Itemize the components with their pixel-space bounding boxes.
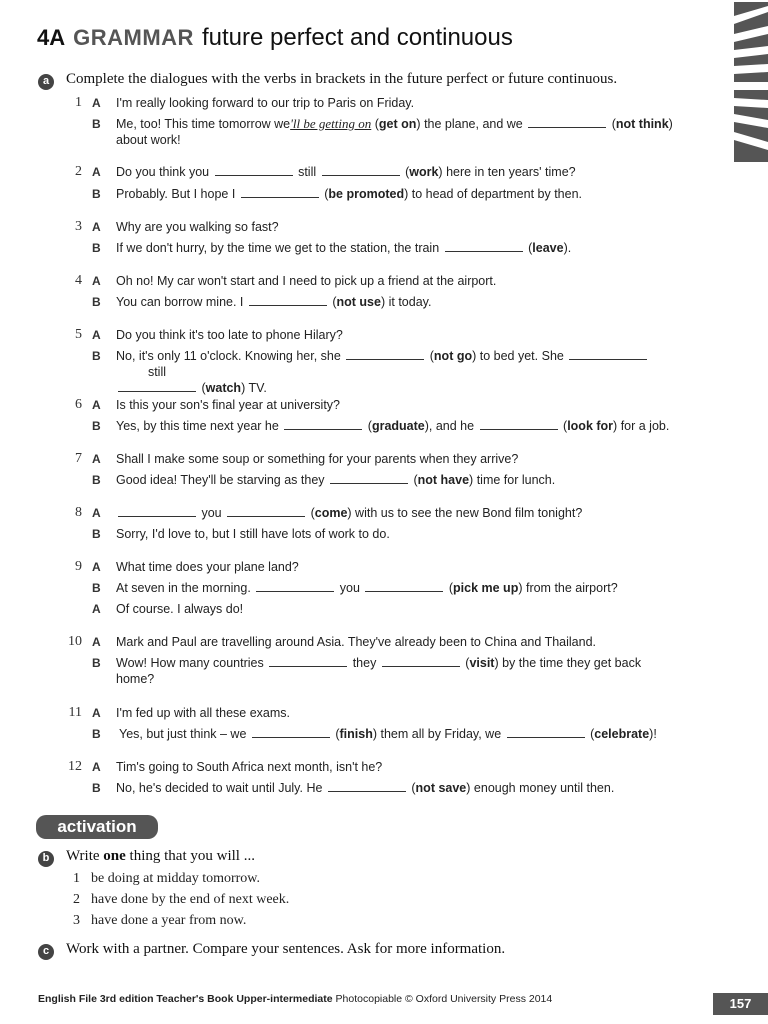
exercise-a-badge: a: [38, 74, 54, 90]
item-number: 1: [75, 95, 82, 110]
dialogue-line: Me, too! This time tomorrow we'll be getting on (get on) the plane, and we (not think) about work!: [116, 116, 673, 147]
dialogue-line: Is this your son's final year at university?: [116, 398, 341, 412]
exercise-b-instruction: Write one thing that you will ...: [66, 848, 255, 864]
item-number: 9: [75, 559, 82, 574]
section-label: GRAMMAR: [73, 25, 194, 50]
exercise-a-instruction: Complete the dialogues with the verbs in brackets in the future perfect or future continuous.: [66, 71, 618, 87]
sunburst-decoration: [734, 2, 768, 162]
speaker-label: A: [92, 635, 101, 649]
speaker-label: B: [92, 117, 101, 131]
dialogue-line: Do you think it's too late to phone Hilary?: [116, 328, 343, 342]
answer-blank[interactable]: [328, 781, 406, 792]
speaker-label: A: [92, 165, 101, 179]
speaker-label: A: [92, 220, 101, 234]
activation-item: 2 have done by the end of next week.: [73, 892, 290, 907]
dialogue-line: Do you think you still (work) here in ten years' time?: [116, 165, 576, 179]
dialogue-line: No, he's decided to wait until July. He (not save) enough money until then.: [116, 781, 615, 795]
speaker-label: A: [92, 96, 101, 110]
dialogue-line: Sorry, I'd love to, but I still have lots of work to do.: [116, 527, 390, 541]
exercise-c-badge: c: [38, 944, 54, 960]
speaker-label: A: [92, 506, 101, 520]
speaker-label: B: [92, 419, 101, 433]
answer-blank[interactable]: [322, 165, 400, 176]
answer-blank[interactable]: [445, 241, 523, 252]
speaker-label: A: [92, 706, 101, 720]
answer-blank[interactable]: [118, 506, 196, 517]
answer-blank[interactable]: [569, 349, 647, 360]
answer-blank[interactable]: [215, 165, 293, 176]
speaker-label: B: [92, 527, 101, 541]
example-answer: 'll be getting on: [290, 116, 372, 131]
speaker-label: A: [92, 328, 101, 342]
dialogue-line: What time does your plane land?: [116, 560, 299, 574]
dialogue-line: Wow! How many countries they (visit) by the time they get back home?: [116, 656, 642, 686]
item-number: 7: [75, 451, 82, 466]
activation-banner: activation: [36, 815, 158, 839]
dialogue-line: I'm really looking forward to our trip to Paris on Friday.: [116, 96, 415, 110]
footer-credit: English File 3rd edition Teacher's Book Upper-intermediate Photocopiable © Oxford University Press 2014: [38, 993, 553, 1005]
item-number: 2: [75, 164, 82, 179]
dialogue-line: Probably. But I hope I (be promoted) to head of department by then.: [116, 187, 583, 201]
dialogue-line: If we don't hurry, by the time we get to the station, the train (leave).: [116, 241, 572, 255]
speaker-label: B: [92, 241, 101, 255]
answer-blank[interactable]: [241, 187, 319, 198]
answer-blank[interactable]: [256, 581, 334, 592]
unit-code: 4A: [37, 25, 66, 50]
speaker-label: B: [92, 656, 101, 670]
speaker-label: B: [92, 581, 101, 595]
speaker-label: A: [92, 560, 101, 574]
speaker-label: B: [92, 727, 101, 741]
answer-blank[interactable]: [507, 727, 585, 738]
speaker-label: B: [92, 187, 101, 201]
answer-blank[interactable]: [480, 419, 558, 430]
answer-blank[interactable]: [346, 349, 424, 360]
activation-item: 3 have done a year from now.: [73, 913, 247, 928]
item-number: 3: [75, 219, 82, 234]
item-number: 10: [68, 634, 82, 649]
dialogue-line: Why are you walking so fast?: [116, 220, 279, 234]
dialogue-line: Yes, but just think – we (finish) them all by Friday, we (celebrate)!: [119, 727, 657, 741]
exercise-b-badge: b: [38, 851, 54, 867]
item-number: 8: [75, 505, 82, 520]
speaker-label: A: [92, 602, 101, 616]
answer-blank[interactable]: [227, 506, 305, 517]
dialogue-line: You can borrow mine. I (not use) it today.: [116, 295, 432, 309]
dialogue-line: Tim's going to South Africa next month, isn't he?: [116, 760, 383, 774]
page-number: 157: [713, 993, 768, 1015]
answer-blank[interactable]: [118, 381, 196, 392]
answer-blank[interactable]: [252, 727, 330, 738]
dialogue-line: I'm fed up with all these exams.: [116, 706, 290, 720]
page-title: [37, 24, 513, 52]
item-number: 5: [75, 327, 82, 342]
answer-blank[interactable]: [330, 473, 408, 484]
dialogue-line: Mark and Paul are travelling around Asia. They've already been to China and Thailand.: [116, 635, 597, 649]
answer-blank[interactable]: [269, 656, 347, 667]
dialogue-line: Yes, by this time next year he (graduate), and he (look for) for a job.: [116, 419, 670, 433]
item-number: 12: [68, 759, 82, 774]
activation-item: 1 be doing at midday tomorrow.: [73, 871, 261, 886]
dialogue-line: No, it's only 11 o'clock. Knowing her, she (not go) to bed yet. She still (watch) TV.: [116, 348, 686, 396]
answer-blank[interactable]: [528, 117, 606, 128]
item-number: 11: [68, 705, 82, 720]
speaker-label: A: [92, 760, 101, 774]
dialogue-line: you (come) with us to see the new Bond film tonight?: [116, 505, 686, 521]
item-number: 4: [75, 273, 82, 288]
item-number: 6: [75, 397, 82, 412]
dialogue-line: Oh no! My car won't start and I need to pick up a friend at the airport.: [116, 274, 497, 288]
speaker-label: B: [92, 295, 101, 309]
speaker-label: A: [92, 274, 101, 288]
dialogue-line: At seven in the morning. you (pick me up) from the airport?: [116, 581, 618, 595]
speaker-label: B: [92, 349, 101, 363]
speaker-label: B: [92, 781, 101, 795]
dialogue-line: Of course. I always do!: [116, 602, 244, 616]
answer-blank[interactable]: [382, 656, 460, 667]
topic-title: future perfect and continuous: [201, 24, 513, 51]
speaker-label: A: [92, 452, 101, 466]
speaker-label: B: [92, 473, 101, 487]
dialogue-line: Shall I make some soup or something for your parents when they arrive?: [116, 452, 519, 466]
dialogue-line: Good idea! They'll be starving as they (not have) time for lunch.: [116, 473, 556, 487]
answer-blank[interactable]: [249, 295, 327, 306]
answer-blank[interactable]: [284, 419, 362, 430]
speaker-label: A: [92, 398, 101, 412]
answer-blank[interactable]: [365, 581, 443, 592]
exercise-c-instruction: Work with a partner. Compare your sentences. Ask for more information.: [66, 941, 506, 957]
